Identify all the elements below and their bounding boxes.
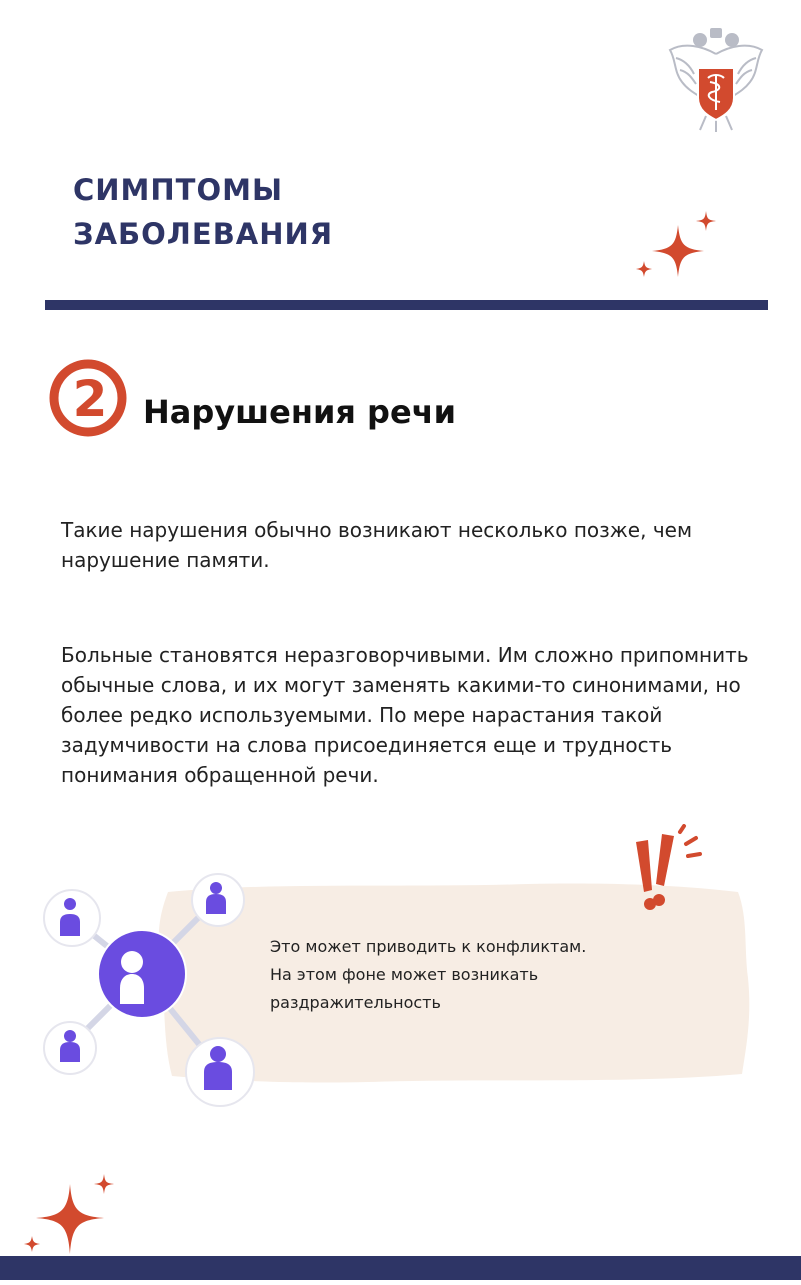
divider — [45, 300, 768, 310]
note-text — [270, 933, 690, 1017]
title-line-2: ЗАБОЛЕВАНИЯ — [73, 217, 334, 251]
sparkle-icon — [630, 205, 730, 295]
note-line-2: На этом фоне может возникать — [270, 965, 539, 984]
paragraph-2: Больные становятся неразговорчивыми. Им сложно припомнить обычные слова, и их могут заменять какими-то синонимами, но более редко используемыми. По мере нарастания такой задумчивости на слова присоединяется еще и трудность понимания обращенной речи. — [61, 643, 749, 787]
section-number-badge — [46, 356, 130, 440]
footer-bar — [0, 1256, 801, 1280]
section-number: 2 — [72, 370, 108, 428]
exclamation-icon — [628, 824, 708, 916]
emblem-icon — [662, 24, 770, 136]
note-line-1: Это может приводить к конфликтам. — [270, 937, 587, 956]
people-network-icon — [40, 870, 270, 1115]
page-title — [73, 168, 473, 256]
paragraph-1: Такие нарушения обычно возникают несколько позже, чем нарушение памяти. — [61, 518, 693, 572]
title-line-1: СИМПТОМЫ — [73, 173, 284, 207]
section-heading: Нарушения речи — [143, 393, 457, 431]
note-line-3: раздражительность — [270, 993, 441, 1012]
